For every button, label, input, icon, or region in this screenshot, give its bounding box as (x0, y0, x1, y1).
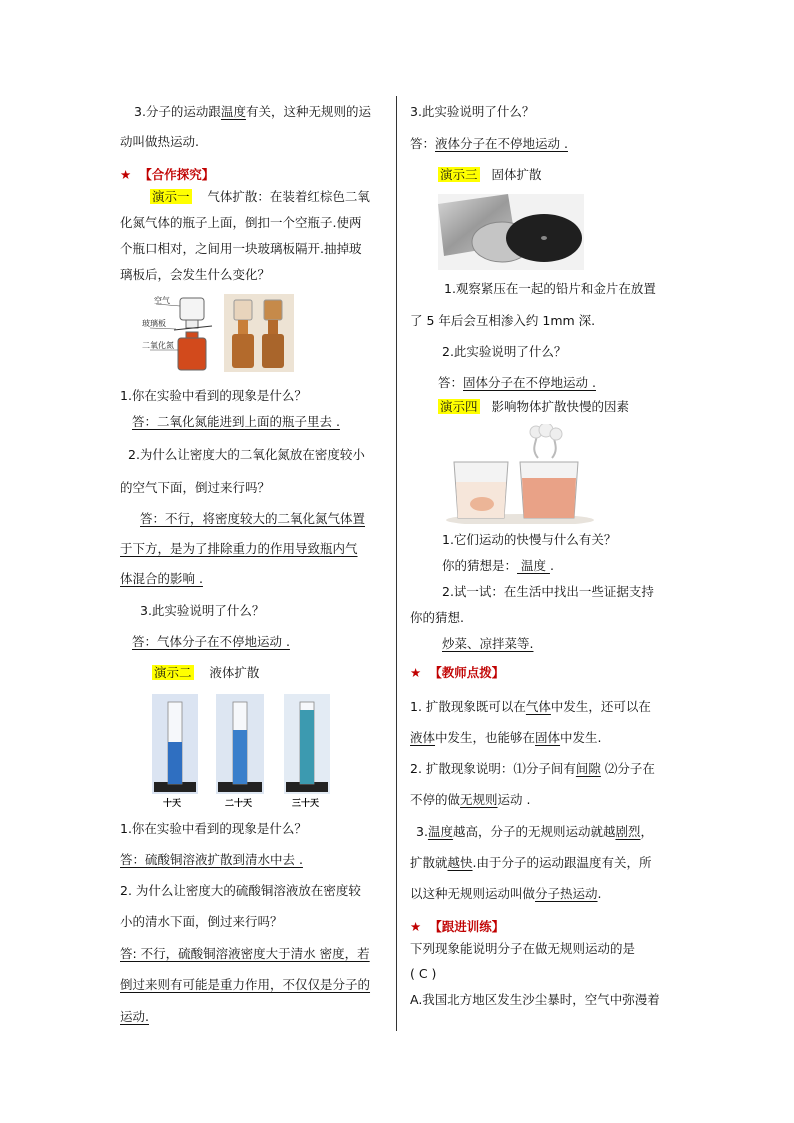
tube-label-30: 三十天 (292, 799, 320, 809)
question-1: 1.你在实验中看到的现象是什么？ (120, 388, 307, 403)
answer-5-line-3: 运动. (120, 1009, 149, 1024)
answer-4: 答：硫酸铜溶液扩散到清水中去 . (120, 852, 303, 867)
question-3: 3.此实验说明了什么？ (140, 603, 265, 618)
factor-question-2-line-2: 你的猜想. (410, 610, 464, 625)
solid-diffusion-figure (438, 194, 584, 270)
solid-line-2: 了 5 年后会互相渗入约 1mm 深. (410, 313, 596, 328)
answer-2-line-2: 于下方，是为了排除重力的作用导致瓶内气 (120, 541, 358, 556)
tip-3-line-1: 3.温度越高，分子的无规则运动就越剧烈， (416, 824, 653, 839)
tip-2-line-2: 不停的做无规则运动 . (410, 792, 531, 807)
demo-1-line-1: 演示一 气体扩散：在装着红棕色二氧 (152, 189, 370, 204)
tip-2-line-1: 2. 扩散现象说明：⑴分子间有间隙 ⑵分子在 (410, 761, 655, 776)
tip-1-line-2: 液体中发生，也能够在固体中发生. (410, 730, 602, 745)
question-2-line-2: 的空气下面，倒过来行吗？ (120, 480, 271, 495)
fig-label-glass: 玻璃板 (142, 319, 166, 328)
exercise-option-a: A.我国北方地区发生沙尘暴时，空气中弥漫着 (410, 992, 660, 1007)
question-2-line-1: 2.为什么让密度大的二氧化氮放在密度较小 (128, 447, 365, 462)
answer-2-line-1: 答：不行，将密度较大的二氧化氮气体置 (140, 511, 366, 526)
answer-3: 答：气体分子在不停地运动 . (132, 634, 290, 649)
demo-1-label: 演示一 (152, 189, 190, 204)
exercise-answer: ( C ) (410, 966, 437, 981)
solid-answer: 答：固体分子在不停地运动 . (438, 375, 596, 390)
answer-5-line-2: 倒过来则有可能是重力作用，不仅仅是分子的 (120, 977, 371, 992)
factor-question-2-line-1: 2.试一试：在生活中找出一些证据支持 (442, 584, 654, 599)
tube-label-10: 十天 (163, 799, 182, 809)
demo-1-line-3: 个瓶口相对，之间用一块玻璃板隔开.抽掉玻 (120, 241, 362, 256)
solid-line-1: 1.观察紧压在一起的铅片和金片在放置 (444, 281, 656, 296)
tube-label-20: 二十天 (225, 799, 253, 809)
demo-4-label: 演示四 (440, 399, 478, 414)
tip-1-line-1: 1. 扩散现象既可以在气体中发生，还可以在 (410, 699, 651, 714)
demo-4-line: 演示四 影响物体扩散快慢的因素 (440, 399, 629, 414)
star-icon: ★ (410, 665, 422, 680)
point-3-line-2: 动叫做热运动. (120, 134, 199, 149)
section-heading-teacher: ★ 【教师点拨】 (410, 665, 505, 680)
question-5-line-2: 小的清水下面，倒过来行吗？ (120, 914, 283, 929)
tip-3-line-2: 扩散就越快.由于分子的运动跟温度有关，所 (410, 855, 652, 870)
section-heading-cooperate: ★ 【合作探究】 (120, 167, 215, 182)
liquid-diffusion-figure (152, 694, 332, 810)
factor-answer: 炒菜、凉拌菜等. (442, 636, 534, 651)
star-icon: ★ (410, 919, 422, 934)
answer-2-line-3: 体混合的影响 . (120, 571, 203, 586)
column-divider (396, 96, 397, 1031)
section-heading-practice: ★ 【跟进训练】 (410, 919, 505, 934)
star-icon: ★ (120, 167, 132, 182)
fig-label-no2: 二氧化氮 (142, 341, 174, 350)
tip-3-line-3: 以这种无规则运动叫做分子热运动. (410, 886, 602, 901)
demo-3-label: 演示三 (440, 167, 478, 182)
factor-question-1: 1.它们运动的快慢与什么有关？ (442, 532, 617, 547)
question-4: 1.你在实验中看到的现象是什么？ (120, 821, 307, 836)
demo-1-line-4: 璃板后，会发生什么变化？ (120, 267, 271, 282)
answer-5-line-1: 答: 不行，硫酸铜溶液密度大于清水 密度，若 (120, 946, 370, 961)
question-5-line-1: 2. 为什么让密度大的硫酸铜溶液放在密度较 (120, 883, 361, 898)
question-6: 3.此实验说明了什么？ (410, 104, 535, 119)
answer-1: 答：二氧化氮能进到上面的瓶子里去 . (132, 414, 340, 429)
exercise-question: 下列现象能说明分子在做无规则运动的是 (410, 941, 636, 956)
demo-2-label: 演示二 (154, 665, 192, 680)
point-3-line-1: 3.分子的运动跟温度有关，这种无规则的运 (134, 104, 371, 119)
demo-2-line: 演示二 液体扩散 (154, 665, 260, 680)
answer-6: 答：液体分子在不停地运动 . (410, 136, 568, 151)
demo-3-line: 演示三 固体扩散 (440, 167, 542, 182)
solid-question: 2.此实验说明了什么？ (442, 344, 567, 359)
demo-1-line-2: 化氮气体的瓶子上面，倒扣一个空瓶子.使两 (120, 215, 362, 230)
factor-guess: 你的猜想是： 温度 . (442, 558, 554, 573)
gas-diffusion-figure (140, 294, 296, 374)
temperature-diffusion-figure (446, 424, 594, 524)
fig-label-air: 空气 (154, 296, 170, 305)
